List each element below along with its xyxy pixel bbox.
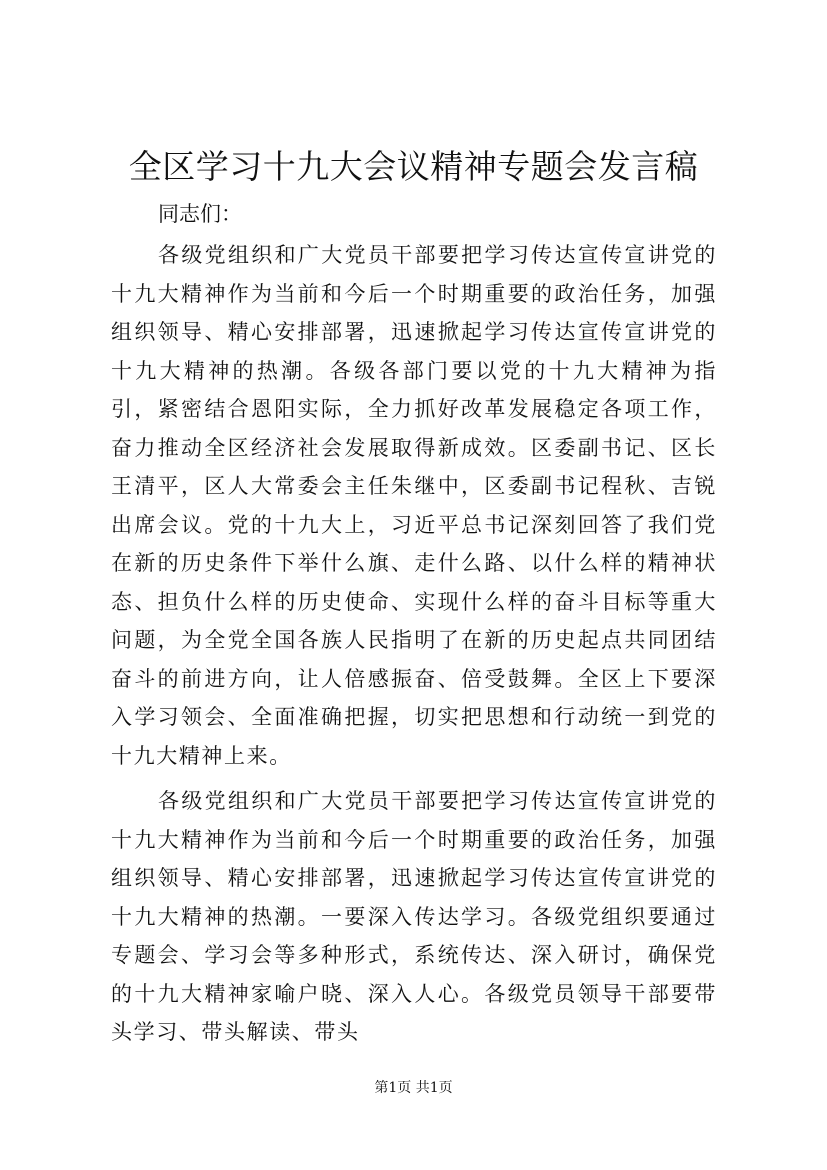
body-paragraph-1: 各级党组织和广大党员干部要把学习传达宣传宣讲党的十九大精神作为当前和今后一个时期重要的政治任务，加强组织领导、精心安排部署，迅速掀起学习传达宣传宣讲党的十九大精神的热潮。各级各部门要以党的十九大精神为指引，紧密结合恩阳实际，全力抓好改革发展稳定各项工作，奋力推动全区经济社会发展取得新成效。区委副书记、区长王清平，区人大常委会主任朱继中，区委副书记程秋、吉锐出席会议。党的十九大上，习近平总书记深刻回答了我们党在新的历史条件下举什么旗、走什么路、以什么样的精神状态、担负什么样的历史使命、实现什么样的奋斗目标等重大问题，为全党全国各族人民指明了在新的历史起点共同团结奋斗的前进方向，让人倍感振奋、倍受鼓舞。全区上下要深入学习领会、全面准确把握，切实把思想和行动统一到党的十九大精神上来。 [111, 243, 717, 768]
body-paragraph-2: 各级党组织和广大党员干部要把学习传达宣传宣讲党的十九大精神作为当前和今后一个时期重要的政治任务，加强组织领导、精心安排部署，迅速掀起学习传达宣传宣讲党的十九大精神的热潮。一要深入传达学习。各级党组织要通过专题会、学习会等多种形式，系统传达、深入研讨，确保党的十九大精神家喻户晓、深入人心。各级党员领导干部要带头学习、带头解读、带头 [111, 789, 717, 1044]
salutation: 同志们： [158, 202, 242, 226]
page-footer [0, 1078, 827, 1098]
page-number-label: 第1页 共1页 [374, 1080, 453, 1096]
document-title: 全区学习十九大会议精神专题会发言稿 [128, 147, 699, 186]
